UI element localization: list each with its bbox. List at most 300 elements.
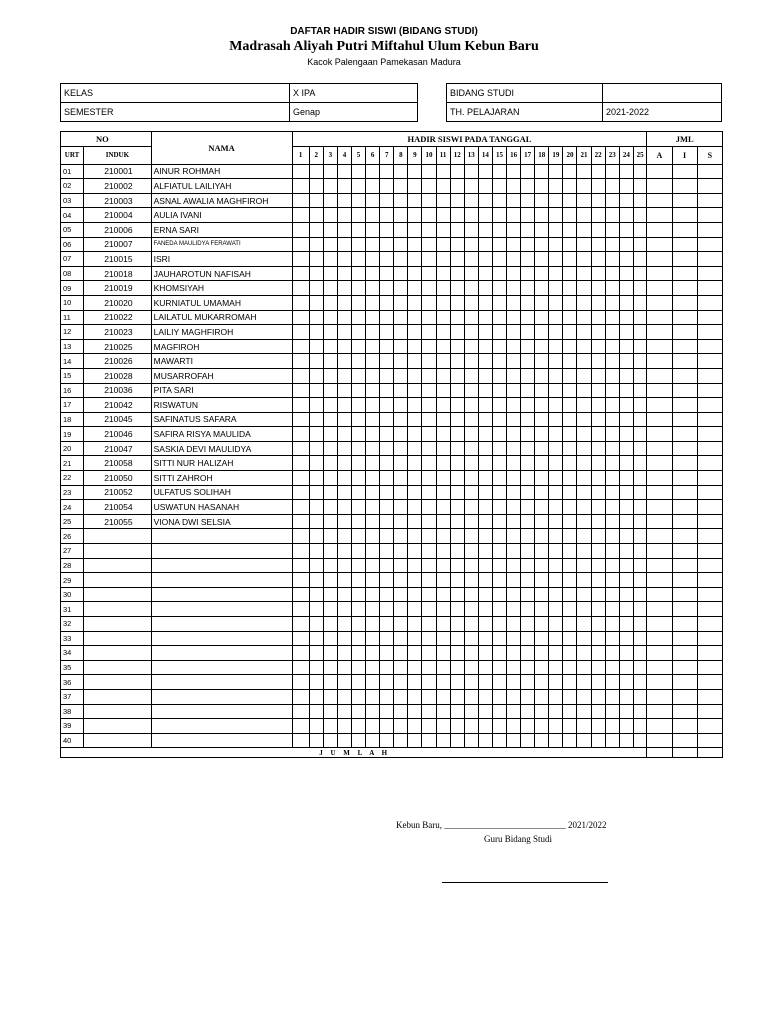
attendance-cell [366, 660, 380, 675]
attendance-cell [422, 339, 436, 354]
attendance-cell [436, 514, 450, 529]
attendance-cell [394, 558, 408, 573]
attendance-cell [591, 368, 605, 383]
attendance-cell [563, 427, 577, 442]
summary-cell [647, 500, 672, 515]
attendance-cell [309, 266, 323, 281]
attendance-cell [535, 252, 549, 267]
attendance-cell [478, 660, 492, 675]
attendance-cell [351, 544, 365, 559]
attendance-cell [478, 646, 492, 661]
attendance-cell [605, 675, 619, 690]
summary-cell [697, 281, 722, 296]
attendance-cell [323, 339, 337, 354]
nama-cell: SAFINATUS SAFARA [151, 412, 292, 427]
attendance-cell [408, 412, 422, 427]
attendance-cell [394, 602, 408, 617]
attendance-cell [436, 704, 450, 719]
attendance-cell [436, 471, 450, 486]
induk-cell [84, 689, 151, 704]
summary-cell [672, 587, 697, 602]
attendance-cell [408, 529, 422, 544]
attendance-cell [380, 237, 394, 252]
attendance-cell [464, 471, 478, 486]
attendance-cell [521, 398, 535, 413]
nama-cell: SITTI ZAHROH [151, 471, 292, 486]
attendance-cell [563, 164, 577, 179]
attendance-cell [380, 222, 394, 237]
attendance-cell [563, 266, 577, 281]
attendance-cell [292, 427, 309, 442]
summary-cell [672, 398, 697, 413]
attendance-cell [535, 675, 549, 690]
attendance-cell [450, 252, 464, 267]
attendance-cell [292, 646, 309, 661]
attendance-cell [450, 631, 464, 646]
attendance-cell [408, 602, 422, 617]
attendance-cell [492, 295, 506, 310]
summary-cell [647, 587, 672, 602]
attendance-cell [464, 719, 478, 734]
attendance-cell [619, 587, 633, 602]
nama-cell [151, 704, 292, 719]
attendance-cell [309, 164, 323, 179]
row-number: 21 [61, 456, 84, 471]
attendance-cell [337, 689, 351, 704]
attendance-cell [521, 500, 535, 515]
attendance-cell [563, 646, 577, 661]
row-number: 28 [61, 558, 84, 573]
attendance-cell [521, 529, 535, 544]
induk-cell: 210046 [84, 427, 151, 442]
attendance-cell [633, 266, 646, 281]
total-label: J U M L A H [61, 748, 647, 758]
attendance-cell [563, 558, 577, 573]
attendance-cell [450, 412, 464, 427]
attendance-cell [292, 281, 309, 296]
attendance-cell [351, 500, 365, 515]
attendance-cell [337, 500, 351, 515]
attendance-cell [292, 660, 309, 675]
attendance-cell [549, 631, 563, 646]
attendance-cell [549, 412, 563, 427]
attendance-cell [492, 427, 506, 442]
attendance-cell [450, 675, 464, 690]
attendance-cell [450, 573, 464, 588]
attendance-cell [549, 471, 563, 486]
attendance-cell [422, 500, 436, 515]
attendance-cell [507, 689, 521, 704]
attendance-cell [408, 617, 422, 632]
summary-cell [697, 719, 722, 734]
attendance-cell [507, 660, 521, 675]
attendance-cell [309, 719, 323, 734]
attendance-cell [605, 660, 619, 675]
row-number: 17 [61, 398, 84, 413]
attendance-cell [337, 573, 351, 588]
attendance-cell [549, 456, 563, 471]
nama-cell: MAGFIROH [151, 339, 292, 354]
attendance-cell [436, 441, 450, 456]
attendance-cell [478, 237, 492, 252]
attendance-cell [380, 325, 394, 340]
attendance-cell [380, 558, 394, 573]
attendance-cell [507, 412, 521, 427]
attendance-cell [408, 266, 422, 281]
summary-cell [697, 354, 722, 369]
attendance-cell [605, 646, 619, 661]
attendance-cell [464, 252, 478, 267]
attendance-cell [292, 339, 309, 354]
attendance-cell [464, 325, 478, 340]
attendance-cell [351, 295, 365, 310]
induk-cell: 210045 [84, 412, 151, 427]
attendance-cell [337, 704, 351, 719]
table-row [61, 441, 723, 456]
summary-cell [647, 485, 672, 500]
attendance-cell [337, 368, 351, 383]
attendance-cell [394, 398, 408, 413]
day-header: 19 [549, 146, 563, 164]
attendance-cell [619, 456, 633, 471]
summary-cell [672, 573, 697, 588]
induk-cell: 210052 [84, 485, 151, 500]
attendance-cell [380, 354, 394, 369]
attendance-cell [591, 252, 605, 267]
attendance-cell [507, 354, 521, 369]
induk-cell: 210020 [84, 295, 151, 310]
summary-cell [647, 368, 672, 383]
attendance-cell [422, 514, 436, 529]
nama-cell: LAILIY MAGHFIROH [151, 325, 292, 340]
summary-cell [672, 500, 697, 515]
semester-label: SEMESTER [61, 103, 290, 122]
table-row [61, 427, 723, 442]
attendance-cell [577, 529, 591, 544]
row-number: 27 [61, 544, 84, 559]
attendance-cell [366, 675, 380, 690]
attendance-cell [436, 354, 450, 369]
attendance-cell [309, 573, 323, 588]
attendance-cell [535, 281, 549, 296]
attendance-cell [337, 660, 351, 675]
attendance-cell [633, 514, 646, 529]
attendance-cell [605, 295, 619, 310]
attendance-cell [619, 237, 633, 252]
attendance-cell [292, 529, 309, 544]
attendance-cell [309, 617, 323, 632]
attendance-cell [351, 383, 365, 398]
table-row [61, 208, 723, 223]
attendance-cell [507, 646, 521, 661]
attendance-cell [380, 368, 394, 383]
attendance-cell [436, 164, 450, 179]
table-row [61, 383, 723, 398]
row-number: 23 [61, 485, 84, 500]
attendance-cell [337, 325, 351, 340]
row-number: 18 [61, 412, 84, 427]
attendance-cell [535, 587, 549, 602]
attendance-cell [549, 179, 563, 194]
attendance-cell [492, 325, 506, 340]
attendance-cell [605, 427, 619, 442]
attendance-cell [591, 325, 605, 340]
attendance-cell [323, 689, 337, 704]
summary-cell [647, 325, 672, 340]
row-number: 34 [61, 646, 84, 661]
attendance-cell [351, 368, 365, 383]
attendance-cell [507, 208, 521, 223]
attendance-cell [436, 646, 450, 661]
attendance-cell [591, 310, 605, 325]
attendance-cell [366, 587, 380, 602]
induk-cell: 210025 [84, 339, 151, 354]
table-row [61, 412, 723, 427]
attendance-cell [492, 675, 506, 690]
attendance-cell [366, 719, 380, 734]
attendance-cell [619, 704, 633, 719]
attendance-cell [450, 368, 464, 383]
row-number: 20 [61, 441, 84, 456]
attendance-cell [422, 617, 436, 632]
attendance-cell [450, 208, 464, 223]
attendance-cell [591, 222, 605, 237]
nama-cell: AULIA IVANI [151, 208, 292, 223]
attendance-cell [394, 587, 408, 602]
attendance-cell [633, 310, 646, 325]
attendance-cell [633, 558, 646, 573]
attendance-cell [464, 179, 478, 194]
attendance-cell [323, 544, 337, 559]
attendance-cell [309, 281, 323, 296]
attendance-cell [535, 573, 549, 588]
attendance-cell [351, 398, 365, 413]
table-row [61, 733, 723, 748]
attendance-cell [323, 514, 337, 529]
attendance-cell [323, 222, 337, 237]
attendance-cell [394, 368, 408, 383]
attendance-cell [408, 325, 422, 340]
attendance-cell [563, 295, 577, 310]
attendance-cell [619, 281, 633, 296]
attendance-cell [366, 295, 380, 310]
attendance-cell [366, 368, 380, 383]
attendance-cell [563, 675, 577, 690]
attendance-cell [394, 471, 408, 486]
attendance-cell [366, 456, 380, 471]
attendance-cell [507, 325, 521, 340]
summary-cell [647, 529, 672, 544]
attendance-cell [366, 179, 380, 194]
attendance-cell [422, 646, 436, 661]
attendance-cell [422, 412, 436, 427]
attendance-cell [408, 544, 422, 559]
table-row [61, 660, 723, 675]
attendance-cell [507, 237, 521, 252]
attendance-cell [450, 427, 464, 442]
attendance-cell [309, 500, 323, 515]
attendance-cell [292, 631, 309, 646]
attendance-cell [394, 237, 408, 252]
attendance-cell [605, 281, 619, 296]
summary-cell [647, 631, 672, 646]
attendance-cell [323, 441, 337, 456]
attendance-cell [408, 719, 422, 734]
attendance-cell [309, 368, 323, 383]
row-number: 30 [61, 587, 84, 602]
attendance-cell [436, 529, 450, 544]
attendance-cell [351, 354, 365, 369]
attendance-cell [535, 383, 549, 398]
nama-cell: ERNA SARI [151, 222, 292, 237]
attendance-cell [450, 179, 464, 194]
attendance-cell [436, 281, 450, 296]
signer-title: Guru Bidang Studi [484, 834, 553, 844]
induk-cell: 210006 [84, 222, 151, 237]
attendance-cell [591, 689, 605, 704]
attendance-cell [408, 733, 422, 748]
attendance-cell [450, 558, 464, 573]
attendance-cell [351, 631, 365, 646]
attendance-cell [309, 529, 323, 544]
attendance-cell [394, 646, 408, 661]
summary-cell [672, 310, 697, 325]
attendance-cell [450, 617, 464, 632]
attendance-cell [380, 193, 394, 208]
row-number: 05 [61, 222, 84, 237]
attendance-cell [577, 266, 591, 281]
attendance-cell [605, 383, 619, 398]
attendance-cell [507, 456, 521, 471]
attendance-cell [351, 689, 365, 704]
attendance-cell [337, 222, 351, 237]
attendance-cell [619, 646, 633, 661]
attendance-cell [605, 573, 619, 588]
attendance-cell [394, 412, 408, 427]
attendance-cell [450, 719, 464, 734]
row-number: 36 [61, 675, 84, 690]
summary-cell [672, 471, 697, 486]
table-row [61, 471, 723, 486]
attendance-cell [577, 164, 591, 179]
attendance-cell [507, 281, 521, 296]
attendance-cell [521, 514, 535, 529]
attendance-cell [309, 441, 323, 456]
attendance-cell [292, 689, 309, 704]
summary-cell [647, 441, 672, 456]
attendance-cell [535, 514, 549, 529]
attendance-cell [394, 617, 408, 632]
attendance-cell [422, 704, 436, 719]
attendance-cell [521, 412, 535, 427]
summary-cell [697, 222, 722, 237]
summary-cell [672, 252, 697, 267]
day-header: 1 [292, 146, 309, 164]
table-row [61, 310, 723, 325]
attendance-cell [605, 544, 619, 559]
attendance-cell [521, 602, 535, 617]
attendance-cell [337, 193, 351, 208]
summary-cell [647, 660, 672, 675]
attendance-cell [366, 602, 380, 617]
induk-cell: 210050 [84, 471, 151, 486]
attendance-cell [380, 412, 394, 427]
attendance-cell [292, 544, 309, 559]
nama-cell [151, 733, 292, 748]
attendance-cell [577, 514, 591, 529]
attendance-cell [351, 310, 365, 325]
attendance-cell [507, 558, 521, 573]
attendance-cell [507, 500, 521, 515]
attendance-cell [292, 719, 309, 734]
attendance-cell [351, 252, 365, 267]
attendance-cell [380, 617, 394, 632]
attendance-cell [422, 719, 436, 734]
attendance-cell [408, 456, 422, 471]
attendance-cell [535, 689, 549, 704]
attendance-cell [323, 573, 337, 588]
attendance-cell [633, 529, 646, 544]
table-row [61, 631, 723, 646]
attendance-cell [619, 544, 633, 559]
attendance-cell [619, 325, 633, 340]
attendance-cell [422, 193, 436, 208]
table-row [61, 295, 723, 310]
attendance-cell [366, 514, 380, 529]
attendance-cell [535, 193, 549, 208]
attendance-cell [366, 339, 380, 354]
attendance-cell [535, 339, 549, 354]
attendance-cell [436, 719, 450, 734]
attendance-cell [591, 733, 605, 748]
attendance-cell [422, 660, 436, 675]
attendance-cell [507, 719, 521, 734]
attendance-cell [422, 208, 436, 223]
attendance-cell [450, 441, 464, 456]
attendance-cell [436, 485, 450, 500]
summary-cell [672, 339, 697, 354]
attendance-cell [619, 222, 633, 237]
attendance-cell [563, 573, 577, 588]
summary-cell [672, 602, 697, 617]
attendance-cell [633, 689, 646, 704]
school-name: Madrasah Aliyah Putri Miftahul Ulum Kebun Baru [229, 39, 539, 54]
attendance-cell [408, 339, 422, 354]
attendance-cell [507, 252, 521, 267]
attendance-cell [521, 222, 535, 237]
row-number: 15 [61, 368, 84, 383]
attendance-cell [292, 398, 309, 413]
row-number: 26 [61, 529, 84, 544]
attendance-cell [351, 558, 365, 573]
attendance-cell [436, 617, 450, 632]
attendance-cell [337, 587, 351, 602]
summary-cell [672, 179, 697, 194]
attendance-cell [492, 281, 506, 296]
attendance-cell [394, 354, 408, 369]
attendance-cell [464, 310, 478, 325]
attendance-cell [549, 237, 563, 252]
attendance-cell [309, 733, 323, 748]
attendance-cell [422, 456, 436, 471]
attendance-cell [464, 704, 478, 719]
attendance-cell [422, 675, 436, 690]
attendance-cell [577, 252, 591, 267]
attendance-cell [563, 733, 577, 748]
attendance-cell [633, 427, 646, 442]
attendance-cell [577, 719, 591, 734]
attendance-cell [408, 573, 422, 588]
